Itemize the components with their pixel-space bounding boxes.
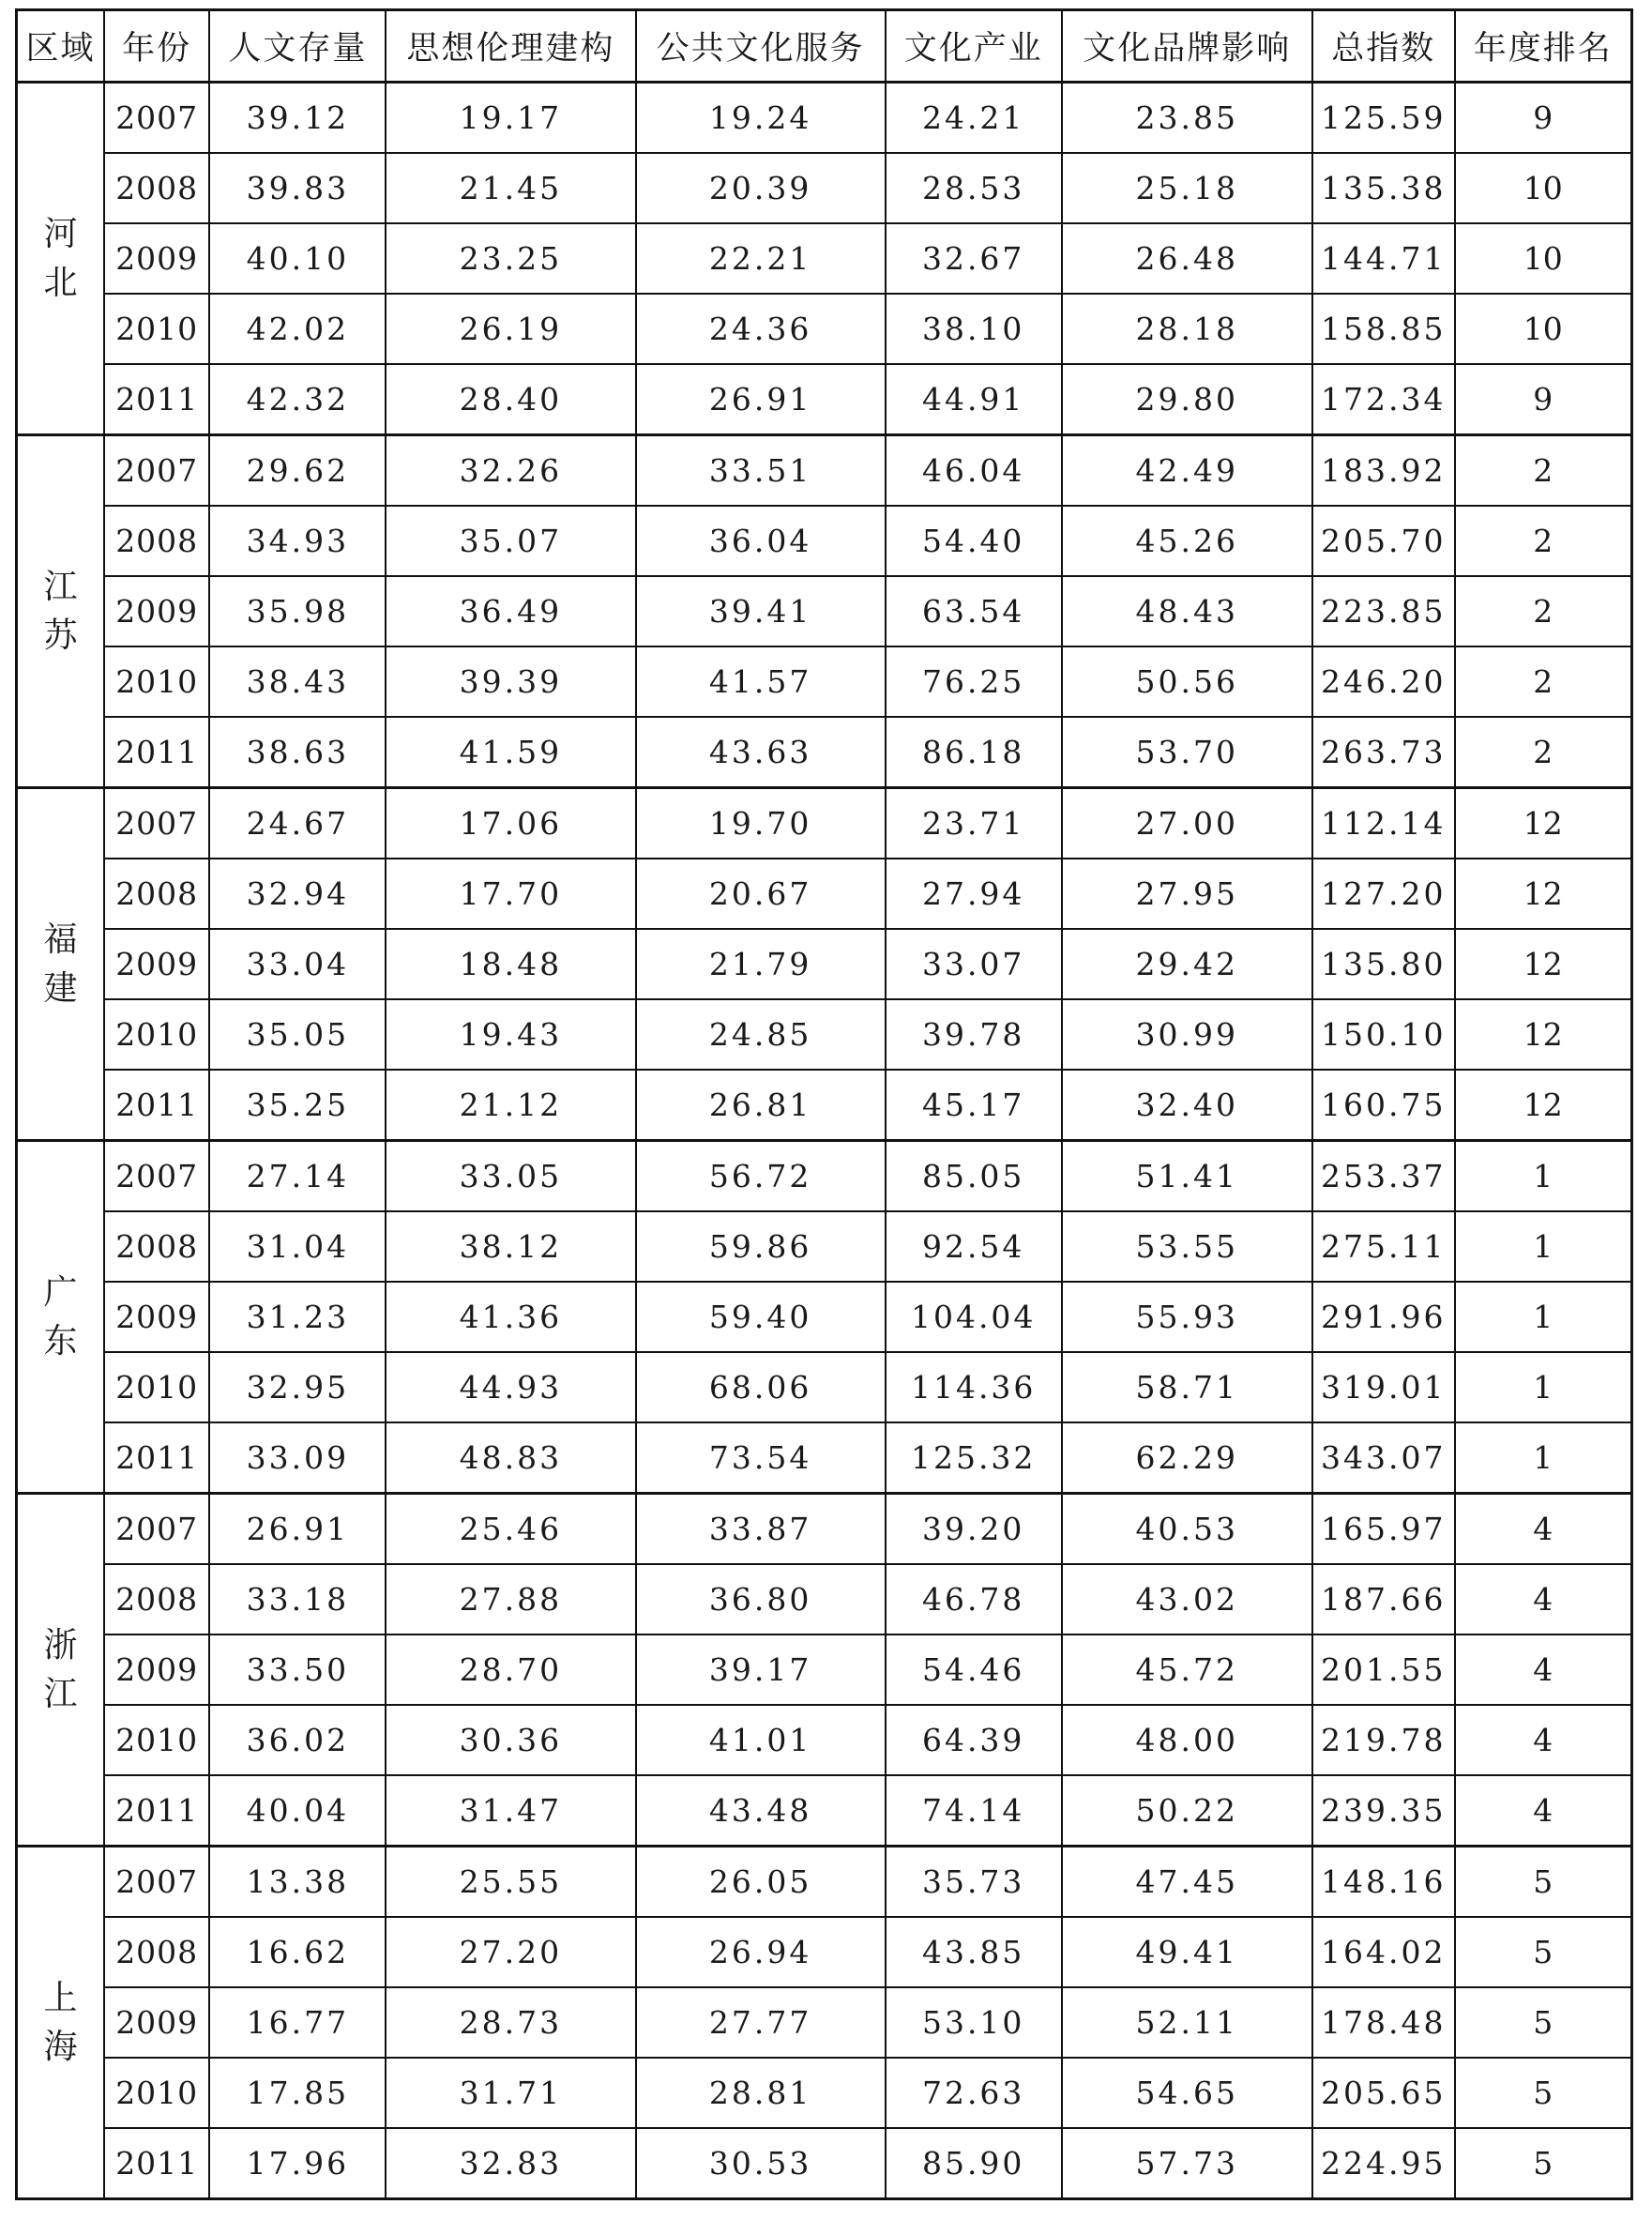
- table-row: [17, 1847, 1632, 1918]
- total-index-cell: 201.55: [1312, 1634, 1455, 1705]
- year-cell: 2008: [104, 1564, 210, 1634]
- humanities-stock-cell: 40.04: [209, 1775, 386, 1847]
- ethics-construction-cell: 26.19: [386, 294, 635, 364]
- table-row: [17, 1494, 1632, 1565]
- ethics-construction-cell: 48.83: [386, 1422, 635, 1494]
- year-cell: 2007: [104, 1494, 210, 1565]
- col-header-brand-influence: 文化品牌影响: [1062, 10, 1312, 83]
- annual-rank-cell: 1: [1455, 1282, 1632, 1352]
- brand-influence-cell: 48.43: [1062, 576, 1312, 646]
- humanities-stock-cell: 33.50: [209, 1634, 386, 1705]
- ethics-construction-cell: 41.36: [386, 1282, 635, 1352]
- total-index-cell: 158.85: [1312, 294, 1455, 364]
- total-index-cell: 135.38: [1312, 153, 1455, 223]
- year-cell: 2007: [104, 435, 210, 507]
- brand-influence-cell: 48.00: [1062, 1705, 1312, 1775]
- table-row: [17, 788, 1632, 859]
- total-index-cell: 127.20: [1312, 859, 1455, 929]
- table-row: [17, 1352, 1632, 1422]
- total-index-cell: 205.70: [1312, 506, 1455, 576]
- table-row: [17, 223, 1632, 294]
- year-cell: 2010: [104, 294, 210, 364]
- humanities-stock-cell: 39.83: [209, 153, 386, 223]
- annual-rank-cell: 2: [1455, 435, 1632, 507]
- total-index-cell: 150.10: [1312, 999, 1455, 1070]
- humanities-stock-cell: 16.62: [209, 1917, 386, 1987]
- public-cultural-service-cell: 22.21: [636, 223, 886, 294]
- annual-rank-cell: 10: [1455, 153, 1632, 223]
- brand-influence-cell: 28.18: [1062, 294, 1312, 364]
- ethics-construction-cell: 35.07: [386, 506, 635, 576]
- table-row: [17, 153, 1632, 223]
- table-row: [17, 2058, 1632, 2128]
- humanities-stock-cell: 36.02: [209, 1705, 386, 1775]
- brand-influence-cell: 25.18: [1062, 153, 1312, 223]
- annual-rank-cell: 12: [1455, 859, 1632, 929]
- ethics-construction-cell: 21.12: [386, 1070, 635, 1141]
- ethics-construction-cell: 25.46: [386, 1494, 635, 1565]
- ethics-construction-cell: 33.05: [386, 1141, 635, 1212]
- public-cultural-service-cell: 41.01: [636, 1705, 886, 1775]
- ethics-construction-cell: 21.45: [386, 153, 635, 223]
- ethics-construction-cell: 28.73: [386, 1987, 635, 2058]
- public-cultural-service-cell: 41.57: [636, 646, 886, 717]
- table-row: [17, 1211, 1632, 1282]
- ethics-construction-cell: 17.06: [386, 788, 635, 859]
- total-index-cell: 219.78: [1312, 1705, 1455, 1775]
- annual-rank-cell: 4: [1455, 1775, 1632, 1847]
- col-header-total-index: 总指数: [1312, 10, 1455, 83]
- total-index-cell: 178.48: [1312, 1987, 1455, 2058]
- annual-rank-cell: 12: [1455, 929, 1632, 999]
- public-cultural-service-cell: 26.91: [636, 364, 886, 435]
- cultural-industry-cell: 28.53: [886, 153, 1062, 223]
- total-index-cell: 144.71: [1312, 223, 1455, 294]
- total-index-cell: 319.01: [1312, 1352, 1455, 1422]
- public-cultural-service-cell: 68.06: [636, 1352, 886, 1422]
- brand-influence-cell: 23.85: [1062, 83, 1312, 154]
- brand-influence-cell: 45.26: [1062, 506, 1312, 576]
- year-cell: 2008: [104, 859, 210, 929]
- year-cell: 2011: [104, 717, 210, 788]
- humanities-stock-cell: 42.32: [209, 364, 386, 435]
- annual-rank-cell: 12: [1455, 999, 1632, 1070]
- humanities-stock-cell: 27.14: [209, 1141, 386, 1212]
- year-cell: 2011: [104, 2128, 210, 2199]
- year-cell: 2010: [104, 1705, 210, 1775]
- col-header-public-cultural-service: 公共文化服务: [636, 10, 886, 83]
- annual-rank-cell: 10: [1455, 223, 1632, 294]
- cultural-industry-cell: 32.67: [886, 223, 1062, 294]
- humanities-stock-cell: 34.93: [209, 506, 386, 576]
- humanities-stock-cell: 33.09: [209, 1422, 386, 1494]
- col-header-region: 区域: [17, 10, 104, 83]
- ethics-construction-cell: 23.25: [386, 223, 635, 294]
- brand-influence-cell: 43.02: [1062, 1564, 1312, 1634]
- year-cell: 2009: [104, 929, 210, 999]
- ethics-construction-cell: 25.55: [386, 1847, 635, 1918]
- cultural-industry-cell: 43.85: [886, 1917, 1062, 1987]
- annual-rank-cell: 1: [1455, 1352, 1632, 1422]
- region-cell: 浙 江: [17, 1494, 104, 1847]
- total-index-cell: 125.59: [1312, 83, 1455, 154]
- table-row: [17, 83, 1632, 154]
- ethics-construction-cell: 27.20: [386, 1917, 635, 1987]
- table-row: [17, 1775, 1632, 1847]
- table-row: [17, 646, 1632, 717]
- humanities-stock-cell: 35.25: [209, 1070, 386, 1141]
- ethics-construction-cell: 28.70: [386, 1634, 635, 1705]
- cultural-industry-cell: 33.07: [886, 929, 1062, 999]
- ethics-construction-cell: 38.12: [386, 1211, 635, 1282]
- table-row: [17, 1422, 1632, 1494]
- public-cultural-service-cell: 59.86: [636, 1211, 886, 1282]
- annual-rank-cell: 5: [1455, 2058, 1632, 2128]
- brand-influence-cell: 58.71: [1062, 1352, 1312, 1422]
- table-row: [17, 1634, 1632, 1705]
- ethics-construction-cell: 32.83: [386, 2128, 635, 2199]
- public-cultural-service-cell: 73.54: [636, 1422, 886, 1494]
- public-cultural-service-cell: 39.41: [636, 576, 886, 646]
- cultural-industry-cell: 74.14: [886, 1775, 1062, 1847]
- humanities-stock-cell: 16.77: [209, 1987, 386, 2058]
- brand-influence-cell: 53.55: [1062, 1211, 1312, 1282]
- table-row: [17, 294, 1632, 364]
- table-row: [17, 506, 1632, 576]
- cultural-industry-cell: 53.10: [886, 1987, 1062, 2058]
- public-cultural-service-cell: 33.51: [636, 435, 886, 507]
- annual-rank-cell: 5: [1455, 1987, 1632, 2058]
- culture-index-table-container: [15, 8, 1633, 2200]
- annual-rank-cell: 1: [1455, 1211, 1632, 1282]
- cultural-industry-cell: 46.78: [886, 1564, 1062, 1634]
- region-cell: 河 北: [17, 83, 104, 435]
- brand-influence-cell: 29.42: [1062, 929, 1312, 999]
- year-cell: 2010: [104, 999, 210, 1070]
- table-row: [17, 1141, 1632, 1212]
- total-index-cell: 246.20: [1312, 646, 1455, 717]
- region-cell: 江 苏: [17, 435, 104, 788]
- cultural-industry-cell: 63.54: [886, 576, 1062, 646]
- ethics-construction-cell: 36.49: [386, 576, 635, 646]
- humanities-stock-cell: 42.02: [209, 294, 386, 364]
- humanities-stock-cell: 32.95: [209, 1352, 386, 1422]
- year-cell: 2008: [104, 153, 210, 223]
- humanities-stock-cell: 38.43: [209, 646, 386, 717]
- cultural-industry-cell: 46.04: [886, 435, 1062, 507]
- ethics-construction-cell: 44.93: [386, 1352, 635, 1422]
- public-cultural-service-cell: 43.48: [636, 1775, 886, 1847]
- humanities-stock-cell: 33.18: [209, 1564, 386, 1634]
- cultural-industry-cell: 39.78: [886, 999, 1062, 1070]
- cultural-industry-cell: 92.54: [886, 1211, 1062, 1282]
- public-cultural-service-cell: 20.39: [636, 153, 886, 223]
- annual-rank-cell: 4: [1455, 1634, 1632, 1705]
- culture-index-table: [15, 8, 1633, 2200]
- public-cultural-service-cell: 24.85: [636, 999, 886, 1070]
- annual-rank-cell: 12: [1455, 788, 1632, 859]
- cultural-industry-cell: 45.17: [886, 1070, 1062, 1141]
- cultural-industry-cell: 86.18: [886, 717, 1062, 788]
- table-row: [17, 859, 1632, 929]
- year-cell: 2009: [104, 1634, 210, 1705]
- humanities-stock-cell: 17.85: [209, 2058, 386, 2128]
- cultural-industry-cell: 23.71: [886, 788, 1062, 859]
- annual-rank-cell: 4: [1455, 1564, 1632, 1634]
- table-row: [17, 1705, 1632, 1775]
- public-cultural-service-cell: 19.70: [636, 788, 886, 859]
- cultural-industry-cell: 39.20: [886, 1494, 1062, 1565]
- table-row: [17, 929, 1632, 999]
- year-cell: 2011: [104, 364, 210, 435]
- brand-influence-cell: 53.70: [1062, 717, 1312, 788]
- brand-influence-cell: 57.73: [1062, 2128, 1312, 2199]
- total-index-cell: 263.73: [1312, 717, 1455, 788]
- cultural-industry-cell: 38.10: [886, 294, 1062, 364]
- year-cell: 2011: [104, 1775, 210, 1847]
- region-cell: 广 东: [17, 1141, 104, 1494]
- table-row: [17, 576, 1632, 646]
- ethics-construction-cell: 32.26: [386, 435, 635, 507]
- ethics-construction-cell: 27.88: [386, 1564, 635, 1634]
- public-cultural-service-cell: 20.67: [636, 859, 886, 929]
- year-cell: 2009: [104, 223, 210, 294]
- public-cultural-service-cell: 59.40: [636, 1282, 886, 1352]
- public-cultural-service-cell: 27.77: [636, 1987, 886, 2058]
- public-cultural-service-cell: 24.36: [636, 294, 886, 364]
- brand-influence-cell: 51.41: [1062, 1141, 1312, 1212]
- table-row: [17, 1987, 1632, 2058]
- public-cultural-service-cell: 26.81: [636, 1070, 886, 1141]
- humanities-stock-cell: 35.98: [209, 576, 386, 646]
- public-cultural-service-cell: 26.94: [636, 1917, 886, 1987]
- brand-influence-cell: 55.93: [1062, 1282, 1312, 1352]
- cultural-industry-cell: 44.91: [886, 364, 1062, 435]
- cultural-industry-cell: 24.21: [886, 83, 1062, 154]
- public-cultural-service-cell: 33.87: [636, 1494, 886, 1565]
- annual-rank-cell: 2: [1455, 646, 1632, 717]
- cultural-industry-cell: 76.25: [886, 646, 1062, 717]
- cultural-industry-cell: 72.63: [886, 2058, 1062, 2128]
- cultural-industry-cell: 64.39: [886, 1705, 1062, 1775]
- cultural-industry-cell: 54.46: [886, 1634, 1062, 1705]
- year-cell: 2007: [104, 83, 210, 154]
- total-index-cell: 187.66: [1312, 1564, 1455, 1634]
- cultural-industry-cell: 125.32: [886, 1422, 1062, 1494]
- public-cultural-service-cell: 21.79: [636, 929, 886, 999]
- brand-influence-cell: 62.29: [1062, 1422, 1312, 1494]
- humanities-stock-cell: 31.23: [209, 1282, 386, 1352]
- col-header-year: 年份: [104, 10, 210, 83]
- annual-rank-cell: 9: [1455, 83, 1632, 154]
- year-cell: 2008: [104, 506, 210, 576]
- public-cultural-service-cell: 36.80: [636, 1564, 886, 1634]
- annual-rank-cell: 5: [1455, 2128, 1632, 2199]
- ethics-construction-cell: 30.36: [386, 1705, 635, 1775]
- ethics-construction-cell: 41.59: [386, 717, 635, 788]
- region-cell: 上 海: [17, 1847, 104, 2199]
- table-row: [17, 717, 1632, 788]
- brand-influence-cell: 29.80: [1062, 364, 1312, 435]
- total-index-cell: 205.65: [1312, 2058, 1455, 2128]
- total-index-cell: 275.11: [1312, 1211, 1455, 1282]
- brand-influence-cell: 45.72: [1062, 1634, 1312, 1705]
- brand-influence-cell: 26.48: [1062, 223, 1312, 294]
- brand-influence-cell: 27.95: [1062, 859, 1312, 929]
- total-index-cell: 183.92: [1312, 435, 1455, 507]
- annual-rank-cell: 5: [1455, 1917, 1632, 1987]
- humanities-stock-cell: 29.62: [209, 435, 386, 507]
- table-body: [17, 83, 1632, 2199]
- year-cell: 2010: [104, 2058, 210, 2128]
- year-cell: 2007: [104, 1847, 210, 1918]
- brand-influence-cell: 52.11: [1062, 1987, 1312, 2058]
- annual-rank-cell: 2: [1455, 576, 1632, 646]
- annual-rank-cell: 10: [1455, 294, 1632, 364]
- cultural-industry-cell: 104.04: [886, 1282, 1062, 1352]
- humanities-stock-cell: 31.04: [209, 1211, 386, 1282]
- total-index-cell: 224.95: [1312, 2128, 1455, 2199]
- year-cell: 2011: [104, 1070, 210, 1141]
- brand-influence-cell: 32.40: [1062, 1070, 1312, 1141]
- col-header-cultural-industry: 文化产业: [886, 10, 1062, 83]
- table-row: [17, 1282, 1632, 1352]
- brand-influence-cell: 50.22: [1062, 1775, 1312, 1847]
- total-index-cell: 343.07: [1312, 1422, 1455, 1494]
- ethics-construction-cell: 17.70: [386, 859, 635, 929]
- total-index-cell: 148.16: [1312, 1847, 1455, 1918]
- table-row: [17, 1070, 1632, 1141]
- humanities-stock-cell: 26.91: [209, 1494, 386, 1565]
- year-cell: 2007: [104, 1141, 210, 1212]
- total-index-cell: 165.97: [1312, 1494, 1455, 1565]
- annual-rank-cell: 5: [1455, 1847, 1632, 1918]
- brand-influence-cell: 30.99: [1062, 999, 1312, 1070]
- total-index-cell: 223.85: [1312, 576, 1455, 646]
- brand-influence-cell: 40.53: [1062, 1494, 1312, 1565]
- year-cell: 2010: [104, 646, 210, 717]
- annual-rank-cell: 4: [1455, 1705, 1632, 1775]
- public-cultural-service-cell: 19.24: [636, 83, 886, 154]
- annual-rank-cell: 2: [1455, 717, 1632, 788]
- annual-rank-cell: 9: [1455, 364, 1632, 435]
- col-header-ethics-construction: 思想伦理建构: [386, 10, 635, 83]
- annual-rank-cell: 1: [1455, 1141, 1632, 1212]
- cultural-industry-cell: 85.90: [886, 2128, 1062, 2199]
- table-row: [17, 364, 1632, 435]
- cultural-industry-cell: 35.73: [886, 1847, 1062, 1918]
- annual-rank-cell: 1: [1455, 1422, 1632, 1494]
- total-index-cell: 291.96: [1312, 1282, 1455, 1352]
- total-index-cell: 239.35: [1312, 1775, 1455, 1847]
- year-cell: 2009: [104, 576, 210, 646]
- total-index-cell: 112.14: [1312, 788, 1455, 859]
- year-cell: 2010: [104, 1352, 210, 1422]
- ethics-construction-cell: 18.48: [386, 929, 635, 999]
- public-cultural-service-cell: 56.72: [636, 1141, 886, 1212]
- brand-influence-cell: 54.65: [1062, 2058, 1312, 2128]
- public-cultural-service-cell: 28.81: [636, 2058, 886, 2128]
- table-row: [17, 1564, 1632, 1634]
- cultural-industry-cell: 85.05: [886, 1141, 1062, 1212]
- total-index-cell: 164.02: [1312, 1917, 1455, 1987]
- ethics-construction-cell: 31.71: [386, 2058, 635, 2128]
- table-row: [17, 1917, 1632, 1987]
- year-cell: 2007: [104, 788, 210, 859]
- table-row: [17, 2128, 1632, 2199]
- table-row: [17, 999, 1632, 1070]
- humanities-stock-cell: 32.94: [209, 859, 386, 929]
- region-cell: 福 建: [17, 788, 104, 1141]
- humanities-stock-cell: 40.10: [209, 223, 386, 294]
- table-header-row: [17, 10, 1632, 83]
- ethics-construction-cell: 19.43: [386, 999, 635, 1070]
- ethics-construction-cell: 39.39: [386, 646, 635, 717]
- public-cultural-service-cell: 43.63: [636, 717, 886, 788]
- humanities-stock-cell: 33.04: [209, 929, 386, 999]
- humanities-stock-cell: 17.96: [209, 2128, 386, 2199]
- annual-rank-cell: 2: [1455, 506, 1632, 576]
- humanities-stock-cell: 24.67: [209, 788, 386, 859]
- ethics-construction-cell: 28.40: [386, 364, 635, 435]
- year-cell: 2008: [104, 1211, 210, 1282]
- annual-rank-cell: 4: [1455, 1494, 1632, 1565]
- public-cultural-service-cell: 36.04: [636, 506, 886, 576]
- brand-influence-cell: 27.00: [1062, 788, 1312, 859]
- table-row: [17, 435, 1632, 507]
- year-cell: 2008: [104, 1917, 210, 1987]
- cultural-industry-cell: 27.94: [886, 859, 1062, 929]
- year-cell: 2009: [104, 1987, 210, 2058]
- year-cell: 2009: [104, 1282, 210, 1352]
- ethics-construction-cell: 19.17: [386, 83, 635, 154]
- public-cultural-service-cell: 30.53: [636, 2128, 886, 2199]
- col-header-annual-rank: 年度排名: [1455, 10, 1632, 83]
- total-index-cell: 172.34: [1312, 364, 1455, 435]
- year-cell: 2011: [104, 1422, 210, 1494]
- total-index-cell: 253.37: [1312, 1141, 1455, 1212]
- humanities-stock-cell: 35.05: [209, 999, 386, 1070]
- annual-rank-cell: 12: [1455, 1070, 1632, 1141]
- public-cultural-service-cell: 39.17: [636, 1634, 886, 1705]
- humanities-stock-cell: 13.38: [209, 1847, 386, 1918]
- public-cultural-service-cell: 26.05: [636, 1847, 886, 1918]
- brand-influence-cell: 49.41: [1062, 1917, 1312, 1987]
- brand-influence-cell: 42.49: [1062, 435, 1312, 507]
- col-header-humanities-stock: 人文存量: [209, 10, 386, 83]
- total-index-cell: 135.80: [1312, 929, 1455, 999]
- cultural-industry-cell: 54.40: [886, 506, 1062, 576]
- humanities-stock-cell: 39.12: [209, 83, 386, 154]
- cultural-industry-cell: 114.36: [886, 1352, 1062, 1422]
- total-index-cell: 160.75: [1312, 1070, 1455, 1141]
- ethics-construction-cell: 31.47: [386, 1775, 635, 1847]
- brand-influence-cell: 47.45: [1062, 1847, 1312, 1918]
- brand-influence-cell: 50.56: [1062, 646, 1312, 717]
- humanities-stock-cell: 38.63: [209, 717, 386, 788]
